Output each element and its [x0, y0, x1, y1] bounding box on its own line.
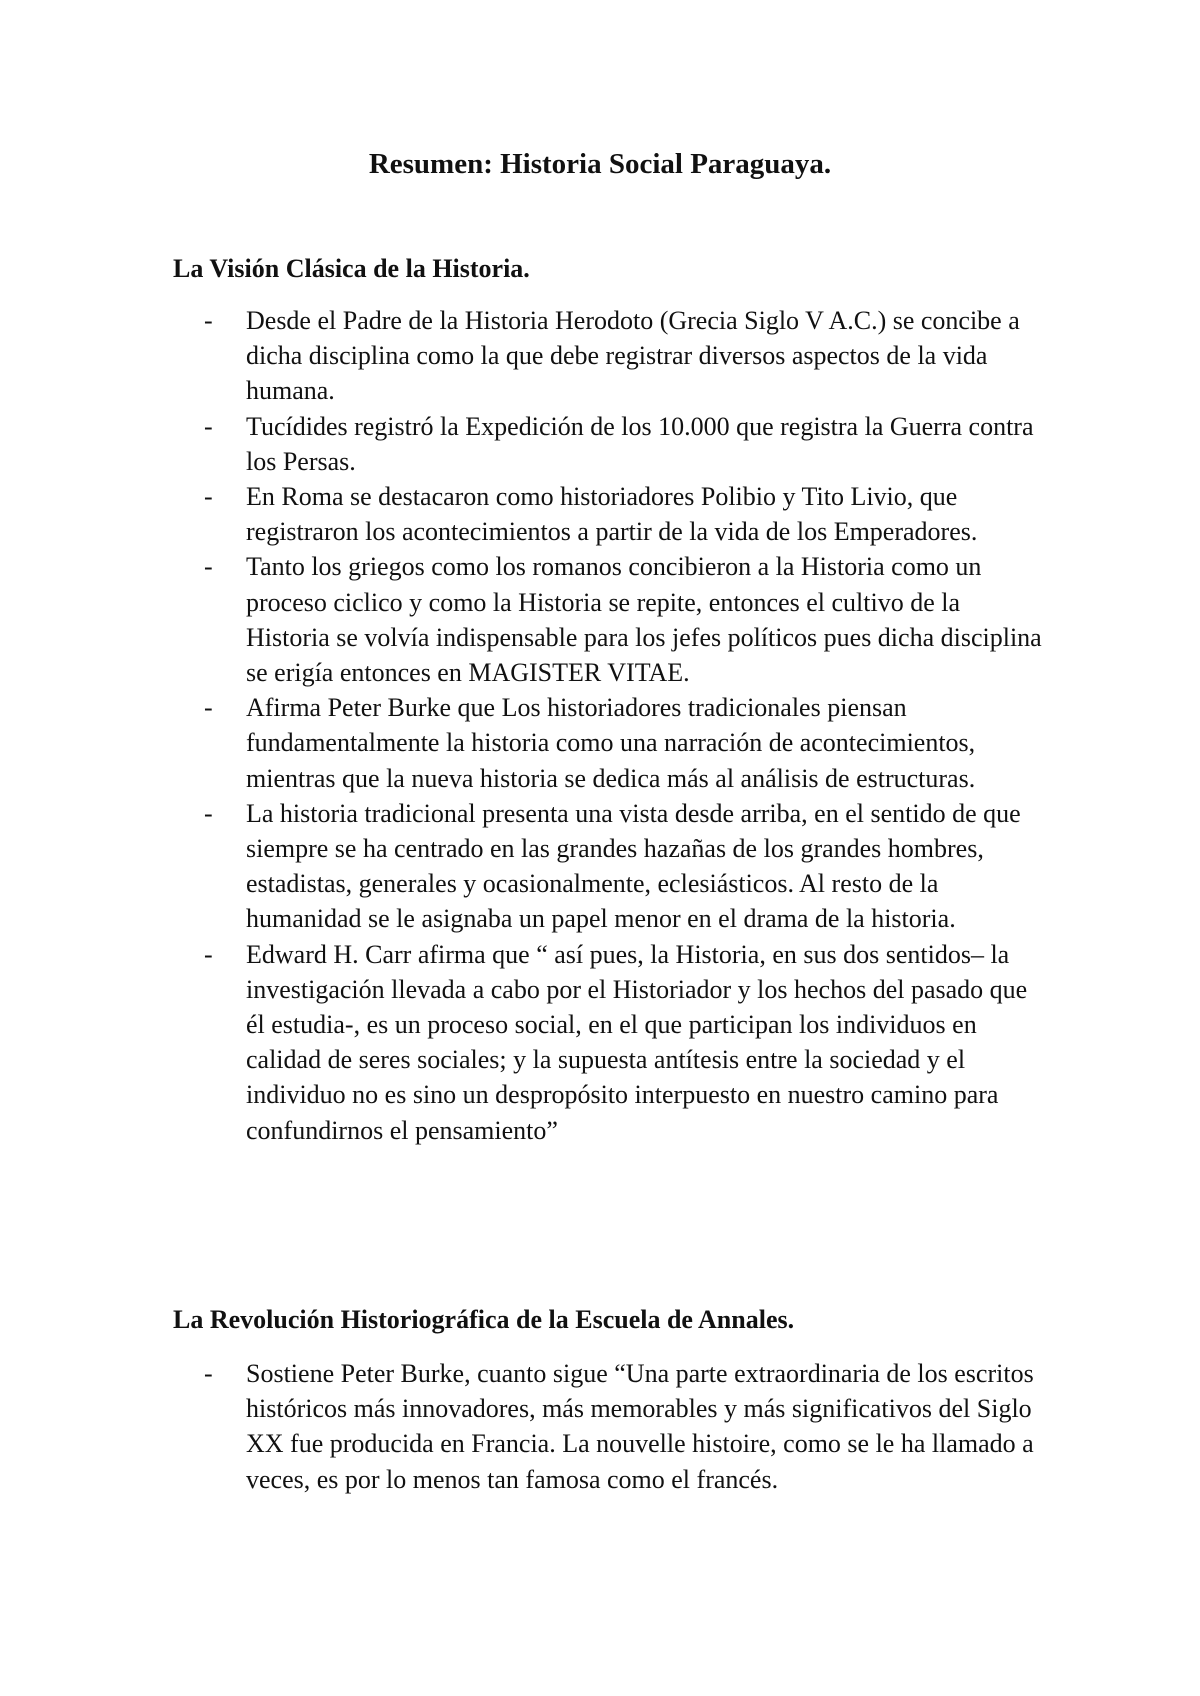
bullet-marker: - — [204, 552, 213, 582]
bullet-marker: - — [204, 1359, 213, 1388]
list-item — [0, 796, 1046, 937]
bullet-list-annales — [0, 1356, 1200, 1497]
list-item-text: Edward H. Carr afirma que “ así pues, la Historia, en sus dos sentidos– la investigación llevada a cabo por el Historiador y los hechos del pasado que él estudia-, es un proceso social, en el que participan los individuos en calidad de seres sociales; y la supuesta antítesis entre la sociedad y el individuo no es sino un despropósito interpuesto en nuestro camino para confundirnos el pensamiento” — [246, 939, 1028, 1145]
list-item — [0, 549, 1046, 690]
bullet-marker: - — [204, 411, 213, 441]
list-item — [0, 303, 1046, 409]
section-heading-vision-clasica: La Visión Clásica de la Historia. — [173, 254, 530, 283]
list-item — [0, 690, 1046, 796]
list-item-text: Tucídides registró la Expedición de los 10.000 que registra la Guerra contra los Persas. — [246, 411, 1034, 476]
list-item-text: En Roma se destacaron como historiadores Polibio y Tito Livio, que registraron los acontecimientos a partir de la vida de los Emperadores. — [246, 482, 978, 547]
bullet-marker: - — [204, 306, 213, 335]
bullet-list-vision-clasica — [0, 303, 1200, 1148]
document-title: Resumen: Historia Social Paraguaya. — [368, 148, 832, 180]
list-item-text: Sostiene Peter Burke, cuanto sigue “Una parte extraordinaria de los escritos históricos más innovadores, más memorables y más significativos del Siglo XX fue producida en Francia. La nouvelle histoire, como se le ha llamado a veces, es por lo menos tan famosa como el francés. — [246, 1359, 1034, 1494]
list-item — [0, 937, 1046, 1148]
list-item-text: Afirma Peter Burke que Los historiadores tradicionales piensan fundamentalmente la historia como una narración de acontecimientos, mientras que la nueva historia se dedica más al análisis de estructuras. — [246, 693, 976, 793]
list-item — [0, 1356, 1046, 1497]
section-heading-annales: La Revolución Historiográfica de la Escuela de Annales. — [173, 1305, 795, 1334]
bullet-marker: - — [204, 798, 213, 828]
list-item-text: La historia tradicional presenta una vista desde arriba, en el sentido de que siempre se ha centrado en las grandes hazañas de los grandes hombres, estadistas, generales y ocasionalmente, eclesiásticos. Al resto de la humanidad se le asignaba un papel menor en el drama de la historia. — [246, 798, 1021, 934]
list-item — [0, 479, 1046, 549]
list-item — [0, 409, 1046, 479]
bullet-marker: - — [204, 482, 213, 512]
bullet-marker: - — [204, 939, 213, 969]
list-item-text: Tanto los griegos como los romanos concibieron a la Historia como un proceso ciclico y como la Historia se repite, entonces el cultivo de la Historia se volvía indispensable para los jefes políticos pues dicha disciplina se erigía entonces en MAGISTER VITAE. — [246, 552, 1042, 688]
list-item-text: Desde el Padre de la Historia Herodoto (Grecia Siglo V A.C.) se concibe a dicha disciplina como la que debe registrar diversos aspectos de la vida humana. — [246, 306, 1020, 406]
bullet-marker: - — [204, 693, 213, 723]
